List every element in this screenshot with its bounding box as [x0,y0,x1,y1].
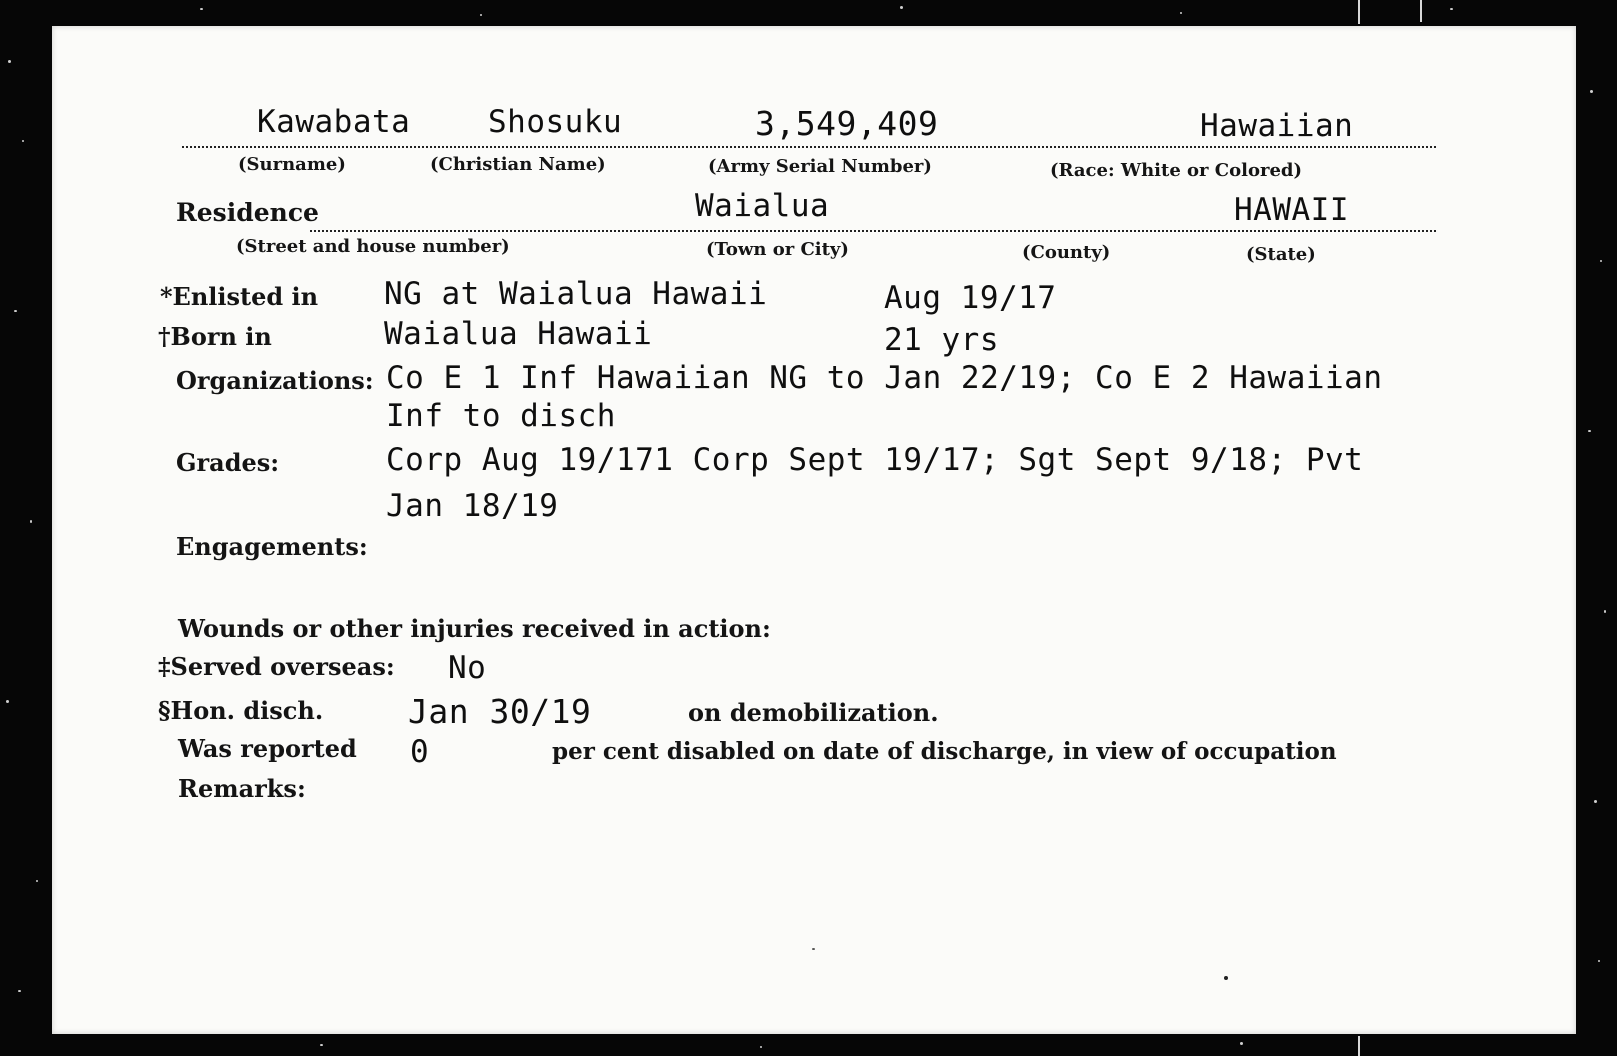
reported-label: Was reported [178,734,357,763]
served-overseas-value: No [448,650,487,686]
service-record-card [52,26,1576,1034]
state-caption: (State) [1246,244,1316,265]
county-caption: (County) [1022,242,1111,263]
organizations-line-1: Co E 1 Inf Hawaiian NG to Jan 22/19; Co E 2 Hawaiian [386,360,1383,396]
discharge-suffix: on demobilization. [688,698,939,727]
organizations-label: Organizations: [176,366,374,395]
town-caption: (Town or City) [706,239,849,260]
residence-state-value: HAWAII [1234,192,1349,228]
reported-value: 0 [410,734,430,770]
street-caption: (Street and house number) [236,236,510,257]
born-age: 21 yrs [884,322,999,358]
race-caption: (Race: White or Colored) [1050,160,1303,181]
wounds-label: Wounds or other injuries received in action: [178,614,771,643]
served-overseas-label: ‡Served overseas: [158,652,395,681]
christian-name-caption: (Christian Name) [430,154,606,175]
engagements-label: Engagements: [176,532,368,561]
christian-name-value: Shosuku [488,104,623,140]
remarks-label: Remarks: [178,774,306,803]
grades-line-2: Jan 18/19 [386,488,559,524]
race-value: Hawaiian [1200,108,1354,144]
residence-label: Residence [176,198,319,227]
surname-value: Kawabata [257,104,411,140]
born-value: Waialua Hawaii [384,316,653,352]
enlisted-value: NG at Waialua Hawaii [384,276,768,312]
enlisted-date: Aug 19/17 [884,280,1057,316]
serial-number-value: 3,549,409 [755,104,939,143]
grades-line-1: Corp Aug 19/171 Corp Sept 19/17; Sgt Sept 9/18; Pvt [386,442,1364,478]
residence-line [310,230,1436,232]
discharge-label: §Hon. disch. [158,696,324,725]
header-line [182,146,1436,148]
grades-label: Grades: [176,448,280,477]
enlisted-label: *Enlisted in [160,282,319,311]
surname-caption: (Surname) [238,154,346,175]
serial-number-caption: (Army Serial Number) [708,156,932,177]
born-label: †Born in [158,322,272,351]
residence-town-value: Waialua [695,188,830,224]
discharge-date: Jan 30/19 [408,692,592,731]
reported-suffix: per cent disabled on date of discharge, in view of occupation [552,738,1337,765]
organizations-line-2: Inf to disch [386,398,616,434]
